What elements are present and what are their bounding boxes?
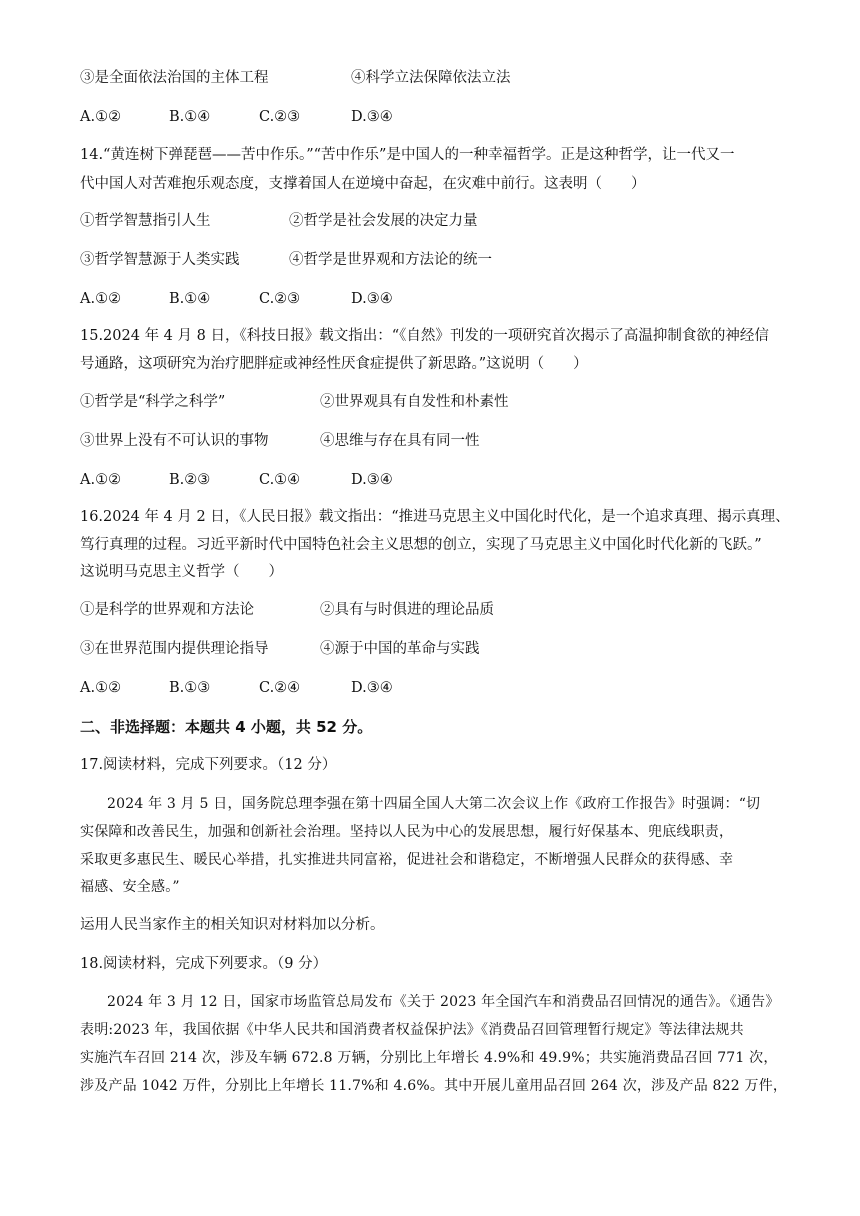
- q18-prompt: 18.阅读材料，完成下列要求。（9 分）: [80, 956, 328, 972]
- q14-stem-line-2: 代中国人对苦难抱乐观态度，支撑着国人在逆境中奋起，在灾难中前行。这表明（ ）: [80, 176, 646, 192]
- q17-material-line-4: 福感、安全感。”: [80, 879, 180, 895]
- q13-choice-c: C.②③: [259, 109, 301, 125]
- q17-material-line-3: 采取更多惠民生、暖民心举措，扎实推进共同富裕，促进社会和谐稳定，不断增强人民群众的获得感、幸: [80, 852, 734, 868]
- q16-choice-a: A.①②: [80, 680, 122, 696]
- q16-option-3: ③在世界范围内提供理论指导: [80, 641, 269, 657]
- q16-choice-c: C.②④: [259, 680, 301, 696]
- q14-choice-a: A.①②: [80, 291, 122, 307]
- q13-option-3: ③是全面依法治国的主体工程: [80, 70, 269, 86]
- q15-choice-d: D.③④: [351, 472, 393, 488]
- q15-choice-b: B.②③: [169, 472, 211, 488]
- q14-option-1: ①哲学智慧指引人生: [80, 213, 211, 229]
- q16-choice-b: B.①③: [169, 680, 211, 696]
- q13-choice-a: A.①②: [80, 109, 122, 125]
- q15-stem-line-1: 15.2024 年 4 月 8 日，《科技日报》载文指出：“《自然》刊发的一项研究首次揭示了高温抑制食欲的神经信: [80, 328, 769, 344]
- q16-option-2: ②具有与时俱进的理论品质: [320, 602, 494, 618]
- q16-stem-line-2: 笃行真理的过程。习近平新时代中国特色社会主义思想的创立，实现了马克思主义中国化时代化新的飞跃。”: [80, 537, 762, 553]
- q18-material-line-2: 表明:2023 年，我国依据《中华人民共和国消费者权益保护法》《消费品召回管理暂行规定》等法律法规共: [80, 1022, 744, 1038]
- q16-choice-d: D.③④: [351, 680, 393, 696]
- q14-choice-d: D.③④: [351, 291, 393, 307]
- q15-option-1: ①哲学是“科学之科学”: [80, 394, 226, 410]
- q16-option-1: ①是科学的世界观和方法论: [80, 602, 254, 618]
- q15-option-2: ②世界观具有自发性和朴素性: [320, 394, 509, 410]
- q14-option-2: ②哲学是社会发展的决定力量: [289, 213, 478, 229]
- q18-material-line-4: 涉及产品 1042 万件，分别比上年增长 11.7%和 4.6%。其中开展儿童用品召回 264 次，涉及产品 822 万件，: [80, 1078, 788, 1094]
- q17-task: 运用人民当家作主的相关知识对材料加以分析。: [80, 917, 385, 933]
- q15-choice-a: A.①②: [80, 472, 122, 488]
- q14-stem-line-1: 14.“黄连树下弹琵琶——苦中作乐。”“苦中作乐”是中国人的一种幸福哲学。正是这种哲学，让一代又一: [80, 147, 735, 163]
- q17-material-line-2: 实保障和改善民生，加强和创新社会治理。坚持以人民为中心的发展思想，履行好保基本、兜底线职责，: [80, 824, 734, 840]
- q15-option-4: ④思维与存在具有同一性: [320, 433, 480, 449]
- q17-prompt: 17.阅读材料，完成下列要求。（12 分）: [80, 757, 337, 773]
- q15-choice-c: C.①④: [259, 472, 301, 488]
- q18-material-line-3: 实施汽车召回 214 次，涉及车辆 672.8 万辆，分别比上年增长 4.9%和 49.9%；共实施消费品召回 771 次，: [80, 1050, 778, 1066]
- q15-option-3: ③世界上没有不可认识的事物: [80, 433, 269, 449]
- q16-option-4: ④源于中国的革命与实践: [320, 641, 480, 657]
- q17-material-line-1: 2024 年 3 月 5 日，国务院总理李强在第十四届全国人大第二次会议上作《政府工作报告》时强调：“切: [107, 796, 761, 812]
- q15-stem-line-2: 号通路，这项研究为治疗肥胖症或神经性厌食症提供了新思路。”这说明（ ）: [80, 356, 588, 372]
- q13-choice-b: B.①④: [169, 109, 211, 125]
- q14-option-3: ③哲学智慧源于人类实践: [80, 252, 240, 268]
- q14-choice-c: C.②③: [259, 291, 301, 307]
- q14-option-4: ④哲学是世界观和方法论的统一: [289, 252, 492, 268]
- q13-choice-d: D.③④: [351, 109, 393, 125]
- q16-stem-line-1: 16.2024 年 4 月 2 日，《人民日报》载文指出：“推进马克思主义中国化时代化，是一个追求真理、揭示真理、: [80, 509, 790, 525]
- q14-choice-b: B.①④: [169, 291, 211, 307]
- q13-option-4: ④科学立法保障依法立法: [351, 70, 511, 86]
- section-2-heading: 二、非选择题：本题共 4 小题，共 52 分。: [80, 718, 373, 736]
- q18-material-line-1: 2024 年 3 月 12 日，国家市场监管总局发布《关于 2023 年全国汽车和消费品召回情况的通告》。《通告》: [107, 994, 780, 1010]
- q16-stem-line-3: 这说明马克思主义哲学（ ）: [80, 564, 283, 580]
